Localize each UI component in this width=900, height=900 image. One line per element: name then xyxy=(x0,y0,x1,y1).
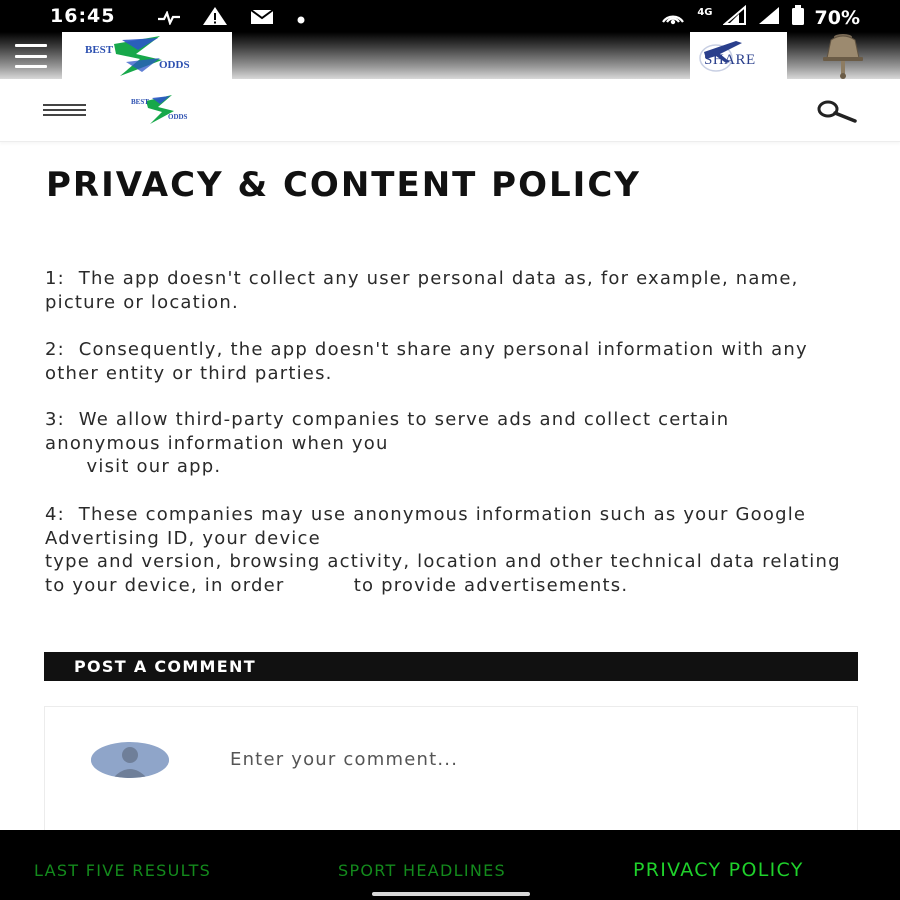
nav-last-five-results[interactable]: LAST FIVE RESULTS xyxy=(34,861,212,880)
app-toolbar xyxy=(0,32,900,79)
page-title: PRIVACY & CONTENT POLICY xyxy=(46,165,641,205)
nav-sport-headlines[interactable]: SPORT HEADLINES xyxy=(338,861,506,880)
menu-icon[interactable] xyxy=(43,104,86,116)
app-logo-best: BEST xyxy=(85,44,114,56)
comment-box xyxy=(44,706,858,838)
nav-privacy-policy[interactable]: PRIVACY POLICY xyxy=(633,859,804,881)
post-comment-header xyxy=(44,652,858,681)
policy-point: 1: The app doesn't collect any user personal data as, for example, name, picture or location. xyxy=(45,268,806,313)
network-type: 4G xyxy=(697,6,713,18)
signal-icon xyxy=(757,5,781,30)
avatar xyxy=(91,742,169,778)
bell-icon[interactable] xyxy=(787,32,900,79)
app-logo[interactable] xyxy=(62,32,232,79)
signal-activity-icon xyxy=(158,8,180,30)
site-logo-best: BEST xyxy=(131,98,149,106)
status-time: 16:45 xyxy=(50,5,116,27)
bottom-nav xyxy=(0,830,900,900)
dot-icon xyxy=(296,8,306,30)
warning-icon xyxy=(202,6,228,31)
policy-point: 3: We allow third-party companies to serve ads and collect certain anonymous information when you visit our app. xyxy=(45,409,730,477)
status-bar xyxy=(0,0,900,32)
search-icon[interactable] xyxy=(815,98,859,128)
battery-percent: 70% xyxy=(814,6,860,29)
signal-icon xyxy=(723,5,747,30)
share-label: SHARE xyxy=(704,52,756,68)
comment-input[interactable] xyxy=(230,745,790,773)
policy-point: 4: These companies may use anonymous information such as your Google Advertising ID, your device type and version, browsing activity, location and other technical data relating to your device, in order to provide advertisements. xyxy=(45,504,841,596)
post-comment-title: POST A COMMENT xyxy=(74,657,256,676)
share-button[interactable] xyxy=(690,32,787,79)
menu-icon[interactable] xyxy=(15,44,47,68)
hotspot-icon xyxy=(659,5,687,30)
site-logo-odds: ODDS xyxy=(168,113,188,121)
site-logo[interactable] xyxy=(128,93,198,127)
battery-icon xyxy=(791,5,805,30)
app-logo-odds: ODDS xyxy=(159,59,190,71)
policy-point: 2: Consequently, the app doesn't share any personal information with any other entity or third parties. xyxy=(45,339,815,384)
mail-icon xyxy=(250,8,274,30)
site-header xyxy=(0,79,900,142)
home-indicator[interactable] xyxy=(372,892,530,896)
